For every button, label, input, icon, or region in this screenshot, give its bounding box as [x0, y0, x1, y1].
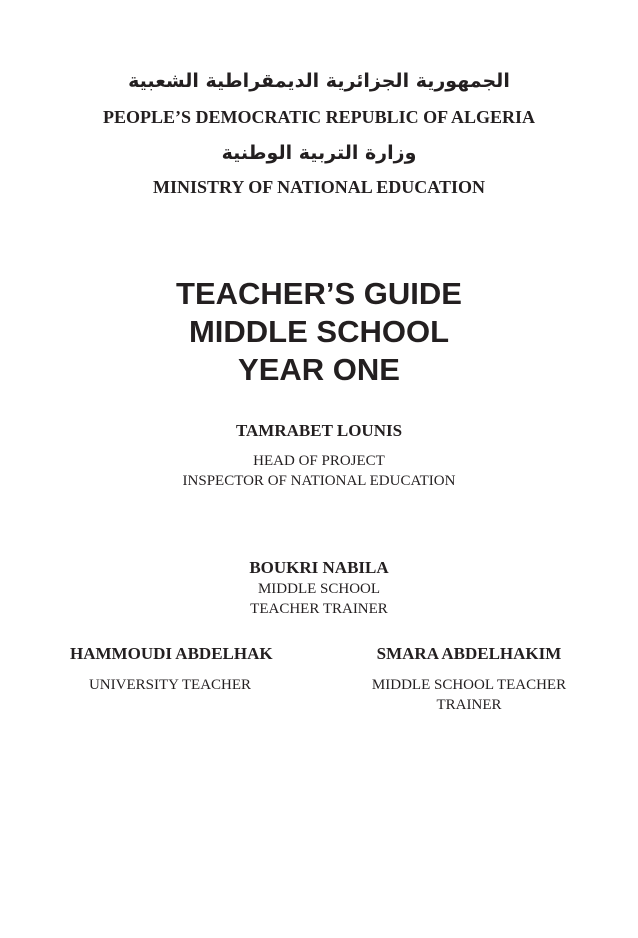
republic-english: PEOPLE’S DEMOCRATIC REPUBLIC OF ALGERIA	[102, 107, 536, 127]
lead-author-name: TAMRABET LOUNIS	[235, 421, 403, 440]
ministry-english: MINISTRY OF NATIONAL EDUCATION	[153, 177, 485, 197]
second-author-name: BOUKRI NABILA	[249, 558, 389, 577]
right-author-name: SMARA ABDELHAKIM	[376, 644, 562, 663]
right-author-block	[369, 644, 569, 714]
lead-author-role-2: INSPECTOR OF NATIONAL EDUCATION	[182, 473, 456, 489]
left-author-name: HAMMOUDI ABDELHAK	[70, 644, 273, 663]
left-author-role-1: UNIVERSITY TEACHER	[88, 677, 252, 693]
second-author-role-2: TEACHER TRAINER	[250, 601, 388, 617]
title-line-3: YEAR ONE	[238, 352, 400, 387]
ministry-arabic: وزارة التربية الوطنية	[221, 142, 417, 164]
republic-arabic: الجمهورية الجزائرية الديمقراطية الشعبية	[128, 70, 510, 92]
right-author-role-1: MIDDLE SCHOOL TEACHER	[371, 677, 567, 693]
title-line-1: TEACHER’S GUIDE	[176, 276, 462, 311]
second-author-role-1: MIDDLE SCHOOL	[257, 581, 381, 597]
right-author-role-2: TRAINER	[436, 697, 502, 713]
left-author-block	[70, 644, 273, 694]
lead-author-role-1: HEAD OF PROJECT	[253, 453, 385, 469]
title-line-2: MIDDLE SCHOOL	[188, 314, 450, 349]
